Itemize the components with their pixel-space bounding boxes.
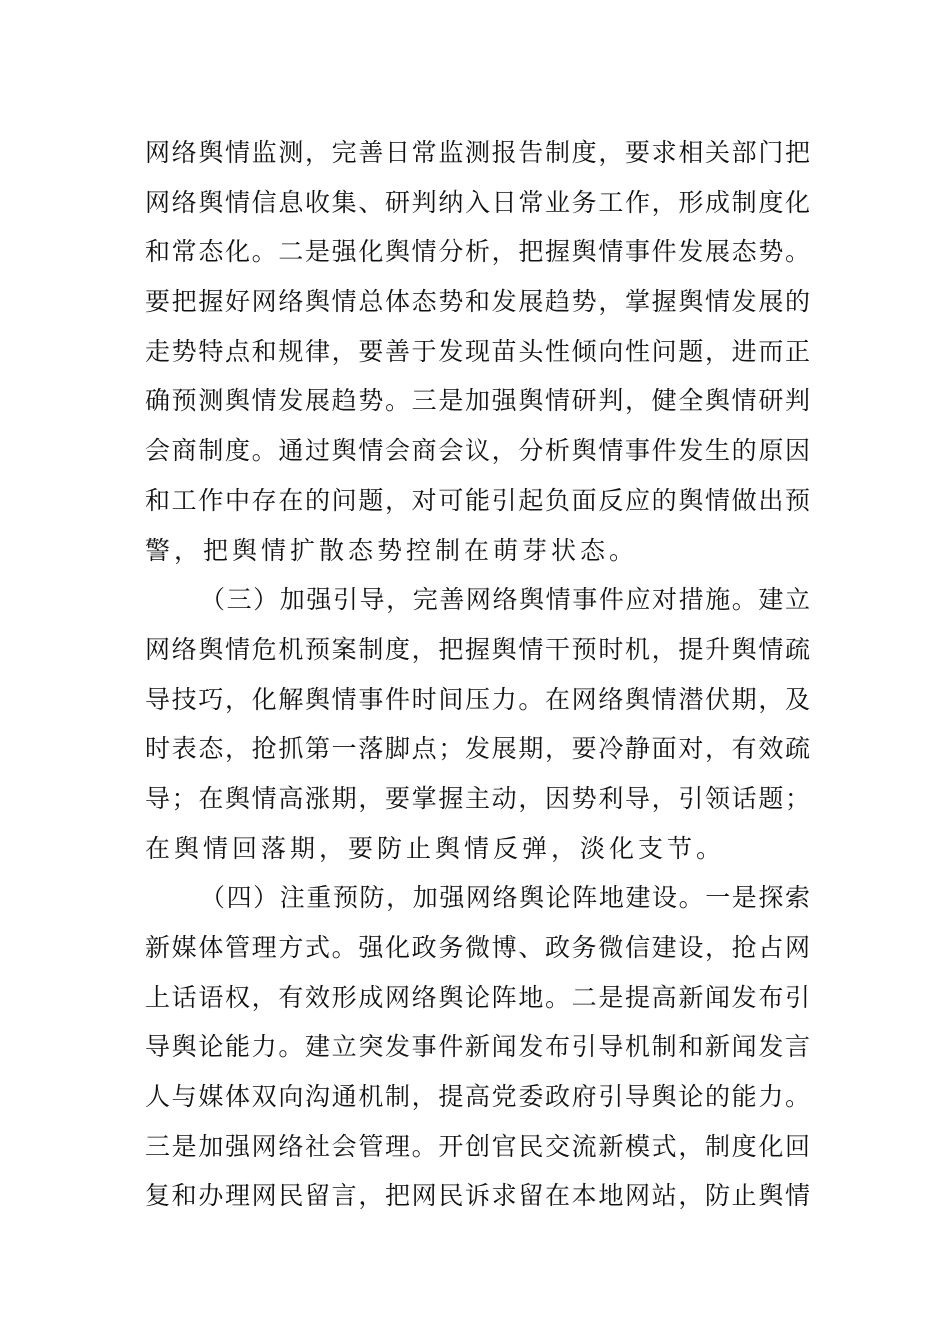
text-line: 确预测舆情发展趋势。三是加强舆情研判，健全舆情研判: [145, 386, 810, 416]
text-line: 上话语权，有效形成网络舆论阵地。二是提高新闻发布引: [145, 982, 810, 1012]
text-line: 新媒体管理方式。强化政务微博、政务微信建设，抢占网: [145, 933, 810, 962]
text-line: 警，把舆情扩散态势控制在萌芽状态。: [145, 535, 639, 565]
text-line: 时表态，抢抓第一落脚点；发展期，要冷静面对，有效疏: [145, 734, 810, 764]
body-text: [145, 128, 810, 1221]
text-line: 复和办理网民留言，把网民诉求留在本地网站，防止舆情: [145, 1181, 810, 1211]
text-line: 三是加强网络社会管理。开创官民交流新模式，制度化回: [145, 1131, 810, 1161]
text-line: 和工作中存在的问题，对可能引起负面反应的舆情做出预: [145, 485, 810, 515]
text-line: 在舆情回落期，要防止舆情反弹，淡化支节。: [145, 833, 726, 863]
text-line: 导；在舆情高涨期，要掌握主动，因势利导，引领话题；: [145, 783, 810, 813]
text-line: 网络舆情危机预案制度，把握舆情干预时机，提升舆情疏: [145, 634, 810, 664]
text-line: 要把握好网络舆情总体态势和发展趋势，掌握舆情发展的: [145, 287, 810, 317]
text-line: 导技巧，化解舆情事件时间压力。在网络舆情潜伏期，及: [145, 684, 810, 714]
paragraph-first-line: （三）加强引导，完善网络舆情事件应对措施。建立: [200, 585, 810, 615]
paragraph-first-line: （四）注重预防，加强网络舆论阵地建设。一是探索: [200, 883, 810, 913]
text-line: 走势特点和规律，要善于发现苗头性倾向性问题，进而正: [145, 336, 810, 366]
text-line: 网络舆情信息收集、研判纳入日常业务工作，形成制度化: [145, 187, 810, 217]
text-line: 人与媒体双向沟通机制，提高党委政府引导舆论的能力。: [145, 1082, 810, 1112]
text-line: 会商制度。通过舆情会商会议，分析舆情事件发生的原因: [145, 436, 810, 466]
text-line: 和常态化。二是强化舆情分析，把握舆情事件发展态势。: [145, 237, 810, 267]
text-line: 导舆论能力。建立突发事件新闻发布引导机制和新闻发言: [145, 1032, 810, 1062]
text-line: 网络舆情监测，完善日常监测报告制度，要求相关部门把: [145, 138, 810, 167]
